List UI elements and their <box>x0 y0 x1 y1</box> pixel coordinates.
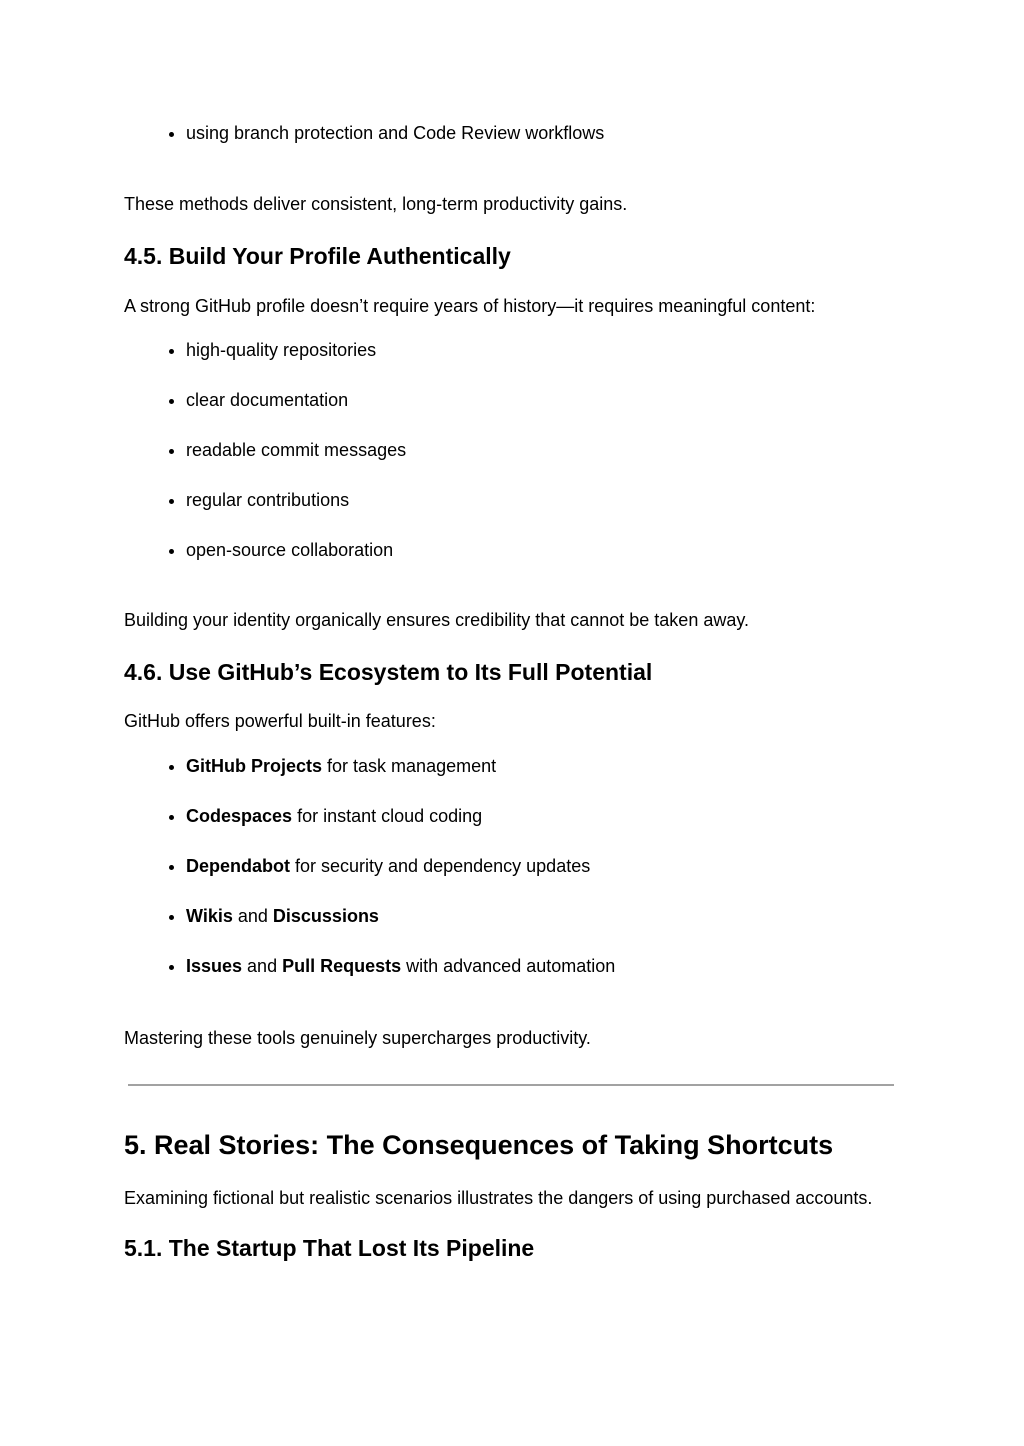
list-item: • Issues and Pull Requests with advanced automation <box>186 953 894 979</box>
list-item: • regular contributions <box>186 487 894 513</box>
section-5-1-heading: 5.1. The Startup That Lost Its Pipeline <box>124 1235 535 1261</box>
section-divider <box>128 1084 894 1086</box>
identity-closing-paragraph: Building your identity organically ensures credibility that cannot be taken away. <box>124 610 750 630</box>
list-item: • Codespaces for instant cloud coding <box>186 803 894 829</box>
list-item: • using branch protection and Code Review workflows <box>186 120 894 146</box>
list-item: • open-source collaboration <box>186 537 894 563</box>
list-item: • readable commit messages <box>186 437 894 463</box>
github-features-list <box>124 753 894 979</box>
profile-content-list <box>124 337 894 563</box>
section-5-heading: 5. Real Stories: The Consequences of Taking Shortcuts <box>124 1130 834 1160</box>
mastering-closing-paragraph: Mastering these tools genuinely supercharges productivity. <box>124 1028 591 1048</box>
productivity-gains-paragraph: These methods deliver consistent, long-term productivity gains. <box>124 194 628 214</box>
list-item: • high-quality repositories <box>186 337 894 363</box>
section-4-6-heading: 4.6. Use GitHub’s Ecosystem to Its Full Potential <box>124 659 653 685</box>
list-item: • GitHub Projects for task management <box>186 753 894 779</box>
list-item: • Dependabot for security and dependency updates <box>186 853 894 879</box>
list-item: • clear documentation <box>186 387 894 413</box>
list-item: • Wikis and Discussions <box>186 903 894 929</box>
profile-intro-paragraph: A strong GitHub profile doesn’t require years of history—it requires meaningful content: <box>124 296 816 316</box>
section-4-5-heading: 4.5. Build Your Profile Authentically <box>124 243 511 269</box>
features-intro-paragraph: GitHub offers powerful built-in features: <box>124 711 436 731</box>
scenarios-intro-paragraph: Examining fictional but realistic scenarios illustrates the dangers of using purchased accounts. <box>124 1188 873 1208</box>
branch-protection-list <box>124 120 894 146</box>
